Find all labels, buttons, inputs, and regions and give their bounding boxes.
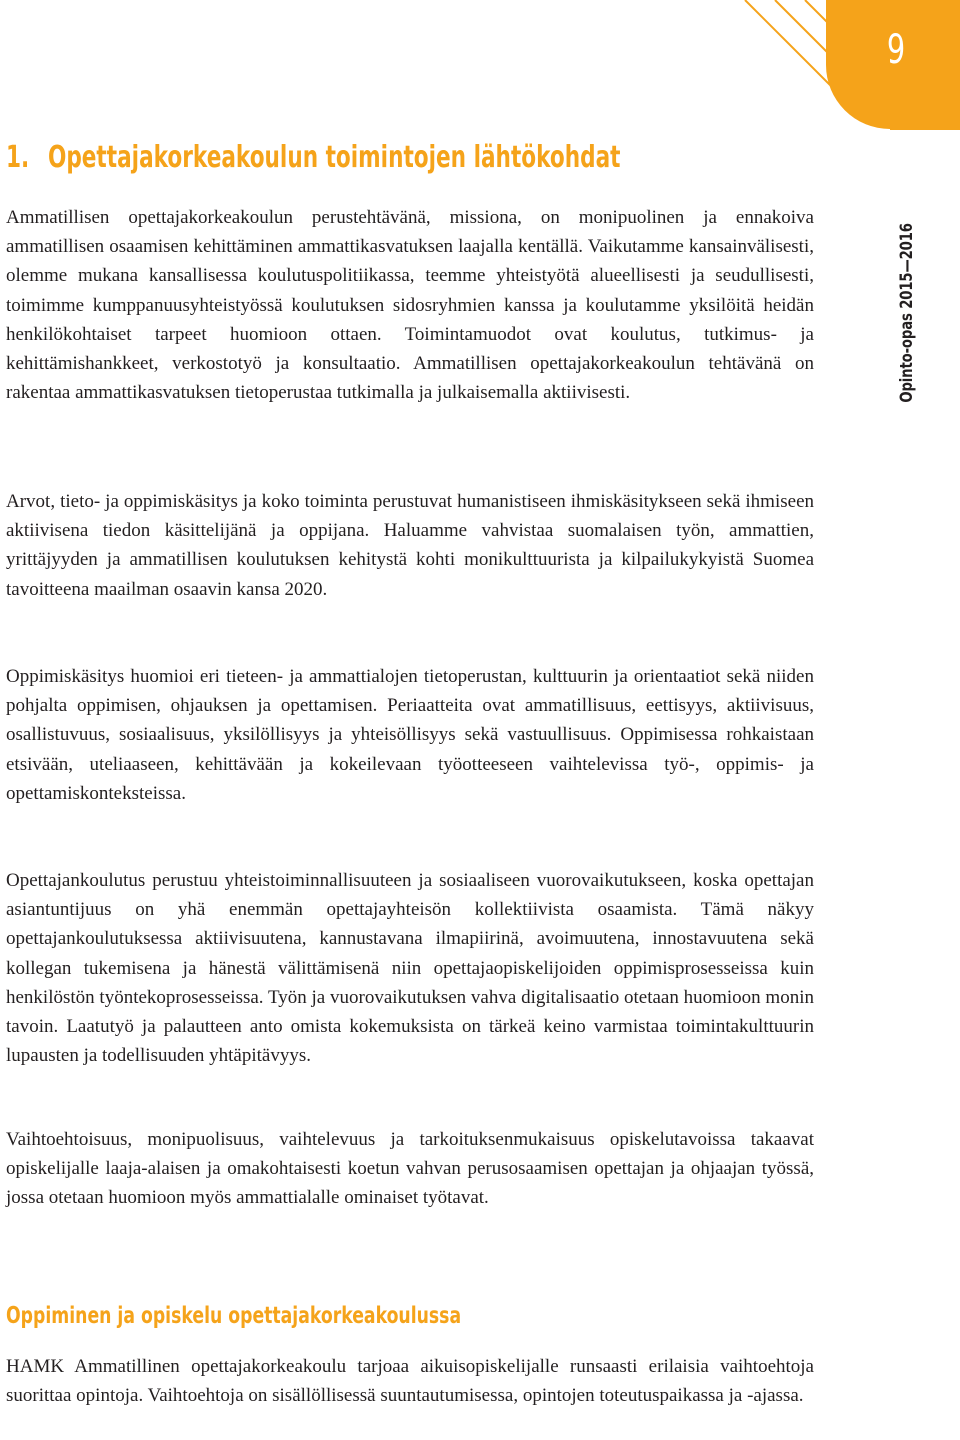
paragraph-learning-concept: Oppimiskäsitys huomioi eri tieteen- ja ammattialojen tietoperustan, kulttuurin ja orientaatiot sekä niiden pohjalta oppimisen, ohjauksen ja opettamisen. Periaatteita ovat ammatillisuus, eettisyys, aktiivisuus, osallistuvuus, sosiaalisuus, yksilöllisyys ja yhteisöllisyys sekä vastuullisuus. Oppimisessa rohkaistaan etsivään, uteliaaseen, kehittävään ja kokeilevaan työotteeseen vaihtelevissa työ-, oppimis- ja opettamiskonteksteissa. <box>6 666 814 804</box>
running-header-vertical <box>896 223 918 428</box>
section-number: 1. <box>6 140 30 175</box>
section-heading <box>6 138 620 178</box>
paragraph-study-alternatives: Vaihtoehtoisuus, monipuolisuus, vaihtelevuus ja tarkoituksenmukaisuus opiskelutavoissa takaavat opiskelijalle laaja-alaisen ja omakohtaisesti koetun vahvan perusosaamisen opettajan ja ohjaajan työssä, jossa otetaan huomioon myös ammattialalle ominaiset työtavat. <box>6 1129 814 1209</box>
paragraph-values: Arvot, tieto- ja oppimiskäsitys ja koko toiminta perustuvat humanistiseen ihmiskäsitykseen sekä ihmiseen aktiivisena tiedon käsittelijänä ja oppijana. Haluamme vahvistaa suomalaisen työn, ammattien, yrittäjyyden ja ammatillisen koulutuksen kehitystä kohti monikulttuurista ja kilpailukykyistä Suomea tavoitteena maailman osaavin kansa 2020. <box>6 491 814 600</box>
section-title: Opettajakorkeakoulun toimintojen lähtökohdat <box>47 140 621 175</box>
corner-decoration <box>730 0 960 130</box>
side-label-text: Opinto-opas 2015—2016 <box>897 223 917 403</box>
paragraph-mission: Ammatillisen opettajakorkeakoulun perustehtävänä, missiona, on monipuolinen ja ennakoiva ammatillisen osaamisen kehittäminen ammattikasvatuksen laajalla kentällä. Vaikutamme kansainvälisesti, olemme mukana kansallisessa koulutuspolitiikassa, teemme yhteistyötä alueellisesti ja seudullisesti, toimimme kumppanuusyhteistyössä koulutuksen sidosryhmien kanssa ja koulutamme yksilöitä heidän henkilökohtaiset tarpeet huomioon ottaen. Toimintamuodot ovat koulutus, tutkimus- ja kehittämishankkeet, verkostotyö ja konsultaatio. Ammatillisen opettajakorkeakoulun tehtävänä on rakentaa ammattikasvatuksen tietoperustaa tutkimalla ja julkaisemalla aktiivisesti. <box>6 207 814 404</box>
page-number: 9 <box>886 27 906 73</box>
paragraph-hamk: HAMK Ammatillinen opettajakorkeakoulu tarjoaa aikuisopiskelijalle runsaasti erilaisia vaihtoehtoja suorittaa opintoja. Vaihtoehtoja on sisällöllisessä suuntautumisessa, opintojen toteutuspaikassa ja -ajassa. <box>6 1356 814 1407</box>
subsection-heading: Oppiminen ja opiskelu opettajakorkeakoulussa <box>6 1303 462 1329</box>
paragraph-teacher-education: Opettajankoulutus perustuu yhteistoiminnallisuuteen ja sosiaaliseen vuorovaikutukseen, koska opettajan asiantuntijuus on yhä enemmän opettajayhteisön kollektiivista osaamista. Tämä näkyy opettajankoulutuksessa aktiivisuutena, kannustavana ilmapiirinä, avoimuutena, innostavuutena sekä kollegan tukemisena ja hänestä välittämisenä niin opettajaopiskelijoiden oppimisprosesseissa kuin henkilöstön työntekoprosesseissa. Työn ja vuorovaikutuksen vahva digitalisaatio otetaan huomioon monin tavoin. Laatutyö ja palautteen anto omista kokemuksista on tärkeä keino varmistaa toimintakulttuurin lupausten ja todellisuuden yhtäpitävyys. <box>6 870 814 1067</box>
